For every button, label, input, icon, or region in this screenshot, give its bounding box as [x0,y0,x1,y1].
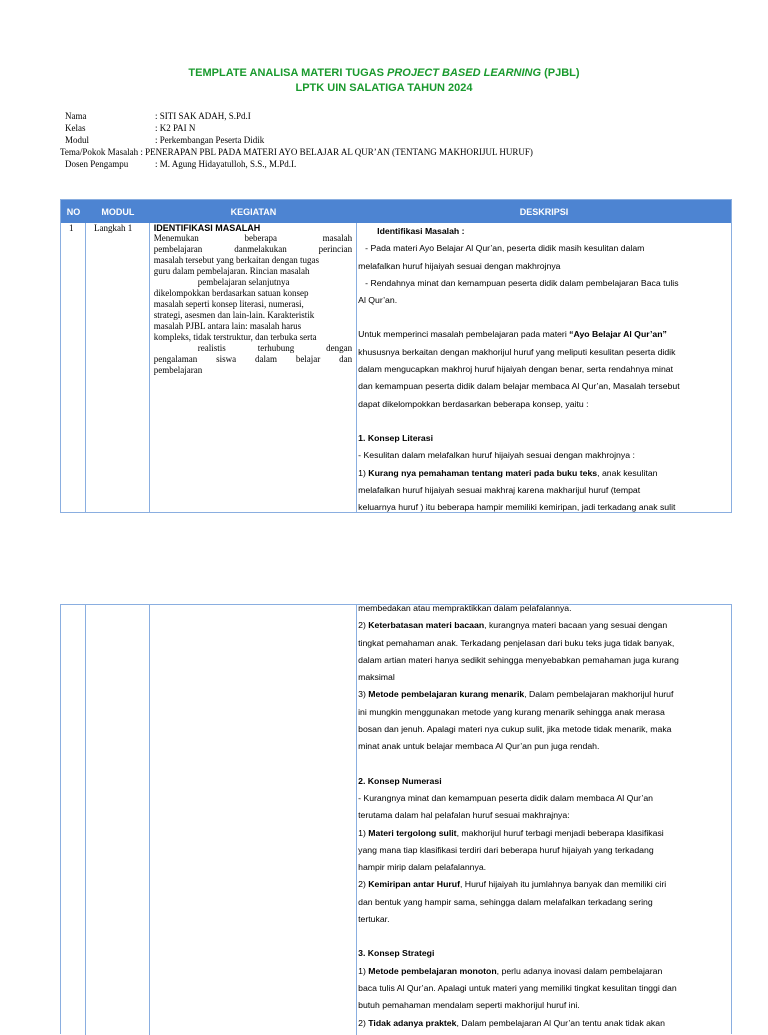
kegiatan-title: IDENTIFIKASI MASALAH [153,223,261,233]
meta-nama: Nama : SITI SAK ADAH, S.Pd.I [65,111,251,121]
konsep-strategi-heading: 3. Konsep Strategi [358,948,435,959]
document-title [0,66,768,80]
header-modul: MODUL [101,206,135,217]
meta-kelas: Kelas : K2 PAI N [65,123,196,133]
header-deskripsi: DESKRIPSI [519,206,569,217]
meta-dosen: Dosen Pengampu : M. Agung Hidayatulloh, S.S., M.Pd.I. [65,159,297,169]
header-kegiatan: KEGIATAN [230,206,277,217]
title-text: TEMPLATE ANALISA MATERI TUGAS [188,67,384,79]
row-modul-empty [86,605,150,1035]
analysis-table-continued [60,604,732,1034]
row-deskripsi-continued: membedakan atau mempraktikkan dalam pelafalannya. 2) Keterbatasan materi bacaan, kurangnya materi bacaan yang sesuai dengan tingkat pemahaman anak. Terkadang penjelasan dari buku teks juga tidak banyak, dalam artian materi hanya sedikit sehingga menyebabkan pemahaman juga kurang maksimal 3) Metode pembelajaran kurang menarik, Dalam pembelajaran makhorijul huruf ini mungkin menggunakan metode yang kurang menarik sehingga anak merasa bosan dan jenuh. Apalagi materi nya cukup sulit, jika metode tidak menarik, maka minat anak untuk belajar membaca Al Qur’an pun juga rendah. 2. Konsep Numerasi - Kurangnya minat dan kemampuan peserta didik dalam membaca Al Qur’an terutama dalam hal pelafalan huruf sesuai makhrajnya: 1) Materi tergolong sulit, makhorijul huruf terbagi menjadi beberapa klasifikasi yang mana tiap klasifikasi terdiri dari beberapa huruf hijaiyah yang terkadang hampir mirip dalam pelafalannya. 2) Kemiripan antar Huruf, Huruf hijaiyah itu jumlahnya banyak dan memiliki ciri dan bentuk yang hampir sama, sehingga dalam melafalkan terkadang sering tertukar. 3. Konsep Strategi 1) Metode pembelajaran monoton, perlu adanya inovasi dalam pembelajaran baca tulis Al Qur’an. Apalagi untuk materi yang memiliki tingkat kesulitan tinggi dan butuh pemahaman mendalam seperti makhorijul huruf ini. 2) Tidak adanya praktek, Dalam pembelajaran Al Qur’an tentu anak tidak akan [358,603,679,1028]
title-italic-text: PROJECT BASED LEARNING [387,67,542,79]
meta-modul: Modul : Perkembangan Peserta Didik [65,135,265,145]
table-header [61,200,731,223]
analysis-table [60,199,732,513]
row-deskripsi: Identifikasi Masalah : - Pada materi Ayo Belajar Al Qur’an, peserta didik masih kesulitan dalam melafalkan huruf hijaiyah sesuai dengan makhrojnya - Rendahnya minat dan kemampuan peserta didik dalam pembelajaran Baca tulis Al Qur’an. Untuk memperinci masalah pembelajaran pada materi “Ayo Belajar Al Qur’an” khususnya berkaitan dengan makhorijul huruf yang meliputi kesulitan peserta didik dalam mengucapkan makhroj huruf hijaiyah dengan benar, serta rendahnya minat dan kemampuan peserta didik dalam belajar membaca Al Qur’an, Masalah tersebut dapat dikelompokkan berdasarkan beberapa konsep, yaitu : 1. Konsep Literasi - Kesulitan dalam melafalkan huruf hijaiyah sesuai dengan makhrojnya : 1) Kurang nya pemahaman tentang materi pada buku teks, anak kesulitan melafalkan huruf hijaiyah sesuai makhraj karena makharijul huruf (tempat keluarnya huruf ) itu beberapa hampir memiliki kemiripan, jadi terkadang anak sulit [358,226,680,513]
deskripsi-heading: Identifikasi Masalah : [377,226,465,236]
table-row [61,223,731,512]
konsep-literasi-heading: 1. Konsep Literasi [358,432,433,443]
title-suffix: (PJBL) [544,67,580,79]
konsep-numerasi-heading: 2. Konsep Numerasi [358,775,442,786]
row-kegiatan-empty [150,605,357,1035]
row-no-empty [61,605,86,1035]
meta-tema: Tema/Pokok Masalah : PENERAPAN PBL PADA MATERI AYO BELAJAR AL QUR’AN (TENTANG MAKHORIJUL HURUF) [60,147,533,157]
document-subtitle: LPTK UIN SALATIGA TAHUN 2024 [295,82,473,94]
kegiatan-body: Menemukan beberapa masalah pembelajaran danmelakukan perincian masalah tersebut yang berkaitan dengan tugas guru dalam pembelajaran. Rincian masalah pembelajaran selanjutnya dikelompokkan berdasarkan satuan konsep masalah seperti konsep literasi, numerasi, strategi, asesmen dan lain-lain. Karakteristik masalah PJBL antara lain: masalah harus kompleks, tidak terstruktur, dan terbuka serta realistis terhubung dengan pengalaman siswa dalam belajar dan pembelajaran [153,233,353,375]
row-kegiatan [150,223,357,512]
table-row [61,605,731,1035]
header-no: NO [66,206,81,217]
identity-block [61,110,533,170]
row-no: 1 [61,223,86,512]
row-modul: Langkah 1 [86,223,150,512]
